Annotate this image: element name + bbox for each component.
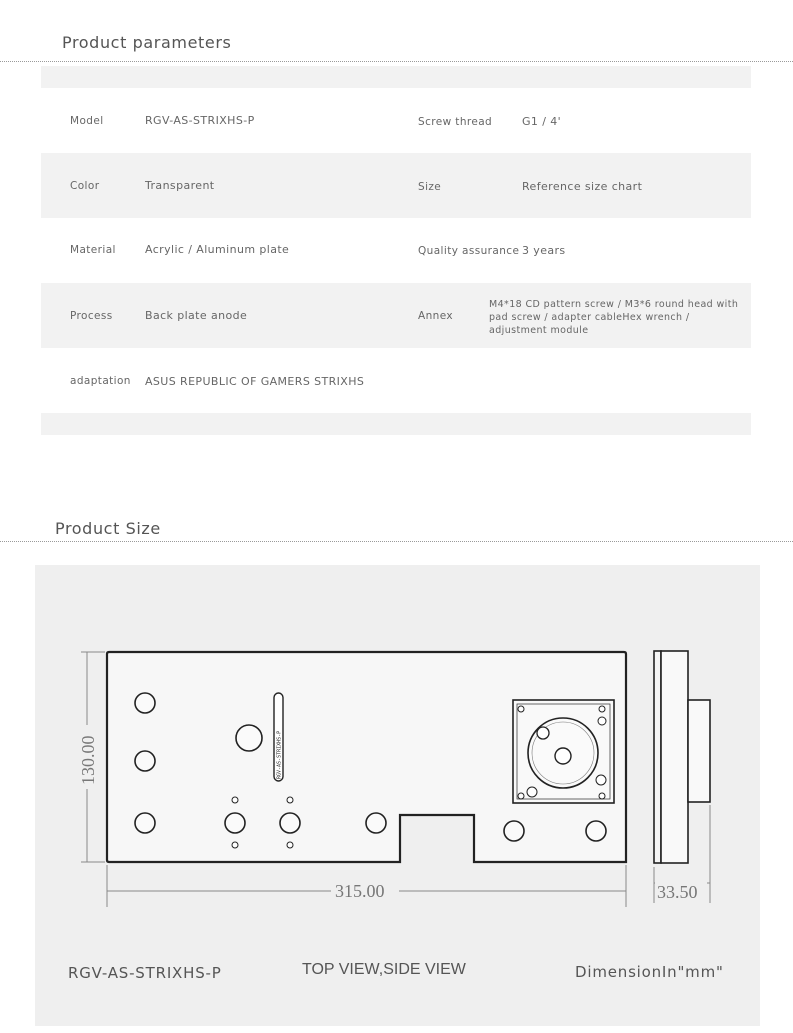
param-value-size: Reference size chart bbox=[522, 180, 643, 193]
small-hole bbox=[232, 797, 238, 803]
product-size-title: Product Size bbox=[55, 519, 161, 538]
small-hole bbox=[287, 797, 293, 803]
param-label-model: Model bbox=[70, 115, 104, 127]
param-label-color: Color bbox=[70, 180, 100, 192]
mount-hole bbox=[586, 821, 606, 841]
mount-hole bbox=[366, 813, 386, 833]
pump-screw bbox=[596, 775, 606, 785]
param-value-process: Back plate anode bbox=[145, 309, 248, 322]
dimension-drawing-panel bbox=[35, 565, 760, 1026]
mount-hole bbox=[236, 725, 262, 751]
pump-screw bbox=[518, 706, 524, 712]
mount-hole bbox=[504, 821, 524, 841]
param-label-process: Process bbox=[70, 310, 113, 322]
param-value-color: Transparent bbox=[145, 179, 215, 192]
unit-caption: DimensionIn"mm" bbox=[575, 963, 724, 981]
model-caption: RGV-AS-STRIXHS-P bbox=[68, 964, 222, 982]
side-view-plate bbox=[654, 651, 661, 863]
section-divider bbox=[0, 61, 793, 62]
small-hole bbox=[287, 842, 293, 848]
side-view-pump bbox=[688, 700, 710, 802]
param-label-size: Size bbox=[418, 181, 442, 193]
mount-hole bbox=[135, 751, 155, 771]
param-label-quality-assurance: Quality assurance bbox=[418, 245, 520, 257]
mount-hole bbox=[135, 813, 155, 833]
side-view-body bbox=[661, 651, 688, 863]
param-label-material: Material bbox=[70, 244, 116, 256]
height-dimension: 130.00 bbox=[78, 735, 98, 785]
mount-hole bbox=[135, 693, 155, 713]
parameters-table bbox=[41, 66, 751, 435]
plate-label: RGV-AS-STRIXHS-P bbox=[276, 730, 283, 779]
param-value-model: RGV-AS-STRIXHS-P bbox=[145, 114, 255, 127]
param-value-screw-thread: G1 / 4' bbox=[522, 115, 562, 128]
table-band bbox=[41, 413, 751, 435]
small-hole bbox=[232, 842, 238, 848]
pump-screw bbox=[598, 717, 606, 725]
table-band bbox=[41, 66, 751, 88]
pump-center bbox=[555, 748, 571, 764]
pump-screw bbox=[518, 793, 524, 799]
pump-port bbox=[537, 727, 549, 739]
section-divider bbox=[0, 541, 793, 542]
param-value-adaptation: ASUS REPUBLIC OF GAMERS STRIXHS bbox=[145, 375, 365, 388]
product-parameters-title: Product parameters bbox=[62, 33, 232, 52]
pump-screw bbox=[599, 706, 605, 712]
pump-screw bbox=[599, 793, 605, 799]
depth-dimension: 33.50 bbox=[657, 882, 698, 902]
param-value-material: Acrylic / Aluminum plate bbox=[145, 243, 290, 256]
width-dimension: 315.00 bbox=[335, 881, 385, 901]
view-caption: TOP VIEW,SIDE VIEW bbox=[302, 961, 466, 978]
dimension-drawing bbox=[35, 565, 760, 1026]
param-value-annex: M4*18 CD pattern screw / M3*6 round head with pad screw / adapter cableHex wrench / adjustment module bbox=[489, 299, 739, 336]
mount-hole bbox=[280, 813, 300, 833]
mount-hole bbox=[225, 813, 245, 833]
param-label-adaptation: adaptation bbox=[70, 375, 131, 387]
pump-screw bbox=[527, 787, 537, 797]
param-value-quality-assurance: 3 years bbox=[522, 244, 566, 257]
param-label-annex: Annex bbox=[418, 310, 453, 322]
param-label-screw-thread: Screw thread bbox=[418, 116, 493, 128]
